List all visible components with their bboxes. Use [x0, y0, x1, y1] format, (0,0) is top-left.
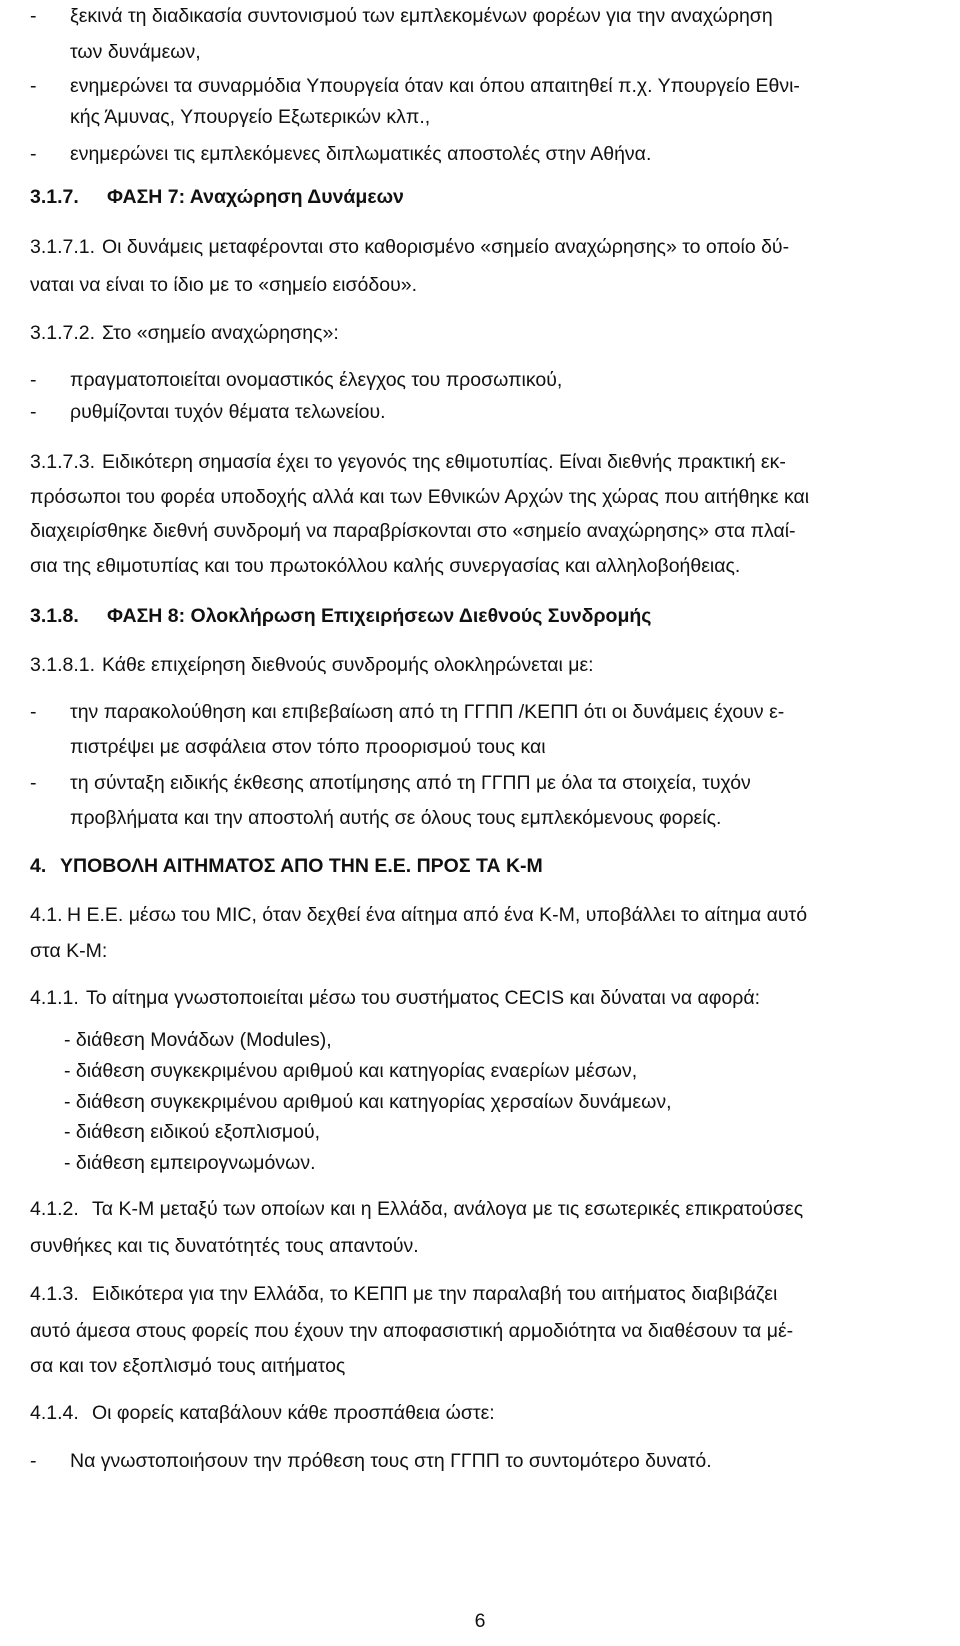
paragraph-continuation: ναται να είναι το ίδιο με το «σημείο εισόδου».	[30, 274, 418, 296]
bullet-continuation: κής Άμυνας, Υπουργείο Εξωτερικών κλπ.,	[70, 106, 431, 128]
bullet-item: - Να γνωστοποιήσουν την πρόθεση τους στη ΓΓΠΠ το συντομότερο δυνατό.	[30, 1450, 712, 1472]
bullet-item: - διάθεση συγκεκριμένου αριθμού και κατηγορίας εναερίων μέσων,	[64, 1060, 638, 1082]
paragraph: 4.1.2. Τα Κ-Μ μεταξύ των οποίων και η Ελλάδα, ανάλογα με τις εσωτερικές επικρατούσες	[30, 1198, 804, 1220]
bullet-continuation: των δυνάμεων,	[70, 41, 201, 63]
paragraph: 4.1.3. Ειδικότερα για την Ελλάδα, το ΚΕΠΠ με την παραλαβή του αιτήματος διαβιβάζει	[30, 1283, 778, 1305]
bullet-item: - ενημερώνει τα συναρμόδια Υπουργεία όταν και όπου απαιτηθεί π.χ. Υπουργείο Εθνι-	[30, 75, 800, 97]
paragraph-continuation: σια της εθιμοτυπίας και του πρωτοκόλλου καλής συνεργασίας και αλληλοβοήθειας.	[30, 555, 741, 577]
paragraph-continuation: διαχειρίσθηκε διεθνή συνδρομή να παραβρίσκονται στο «σημείο αναχώρησης» στα πλαί-	[30, 520, 796, 542]
bullet-item: - διάθεση ειδικού εξοπλισμού,	[64, 1121, 321, 1143]
bullet-item: - διάθεση Μονάδων (Modules),	[64, 1029, 332, 1051]
bullet-continuation: προβλήματα και την αποστολή αυτής σε όλους τους εμπλεκόμενους φορείς.	[70, 807, 722, 829]
paragraph: 3.1.7.1. Οι δυνάμεις μεταφέρονται στο καθορισμένο «σημείο αναχώρησης» το οποίο δύ-	[30, 236, 790, 258]
section-heading: 3.1.8. ΦΑΣΗ 8: Ολοκλήρωση Επιχειρήσεων Διεθνούς Συνδρομής	[30, 605, 652, 627]
bullet-item: - την παρακολούθηση και επιβεβαίωση από τη ΓΓΠΠ /ΚΕΠΠ ότι οι δυνάμεις έχουν ε-	[30, 701, 785, 723]
chapter-heading: 4. ΥΠΟΒΟΛΗ ΑΙΤΗΜΑΤΟΣ ΑΠΟ ΤΗΝ Ε.Ε. ΠΡΟΣ ΤΑ Κ-Μ	[30, 855, 543, 877]
bullet-item: - τη σύνταξη ειδικής έκθεσης αποτίμησης από τη ΓΓΠΠ με όλα τα στοιχεία, τυχόν	[30, 772, 751, 794]
paragraph: 3.1.8.1. Κάθε επιχείρηση διεθνούς συνδρομής ολοκληρώνεται με:	[30, 654, 594, 676]
paragraph-continuation: αυτό άμεσα στους φορείς που έχουν την αποφασιστική αρμοδιότητα να διαθέσουν τα μέ-	[30, 1320, 794, 1342]
section-heading: 3.1.7. ΦΑΣΗ 7: Αναχώρηση Δυνάμεων	[30, 186, 404, 208]
paragraph-continuation: στα Κ-Μ:	[30, 940, 108, 962]
bullet-continuation: πιστρέψει με ασφάλεια στον τόπο προορισμού τους και	[70, 736, 546, 758]
page-number: 6	[474, 1610, 486, 1632]
paragraph-continuation: πρόσωποι του φορέα υποδοχής αλλά και των Εθνικών Αρχών της χώρας που αιτήθηκε και	[30, 486, 810, 508]
paragraph: 4.1.4. Οι φορείς καταβάλουν κάθε προσπάθεια ώστε:	[30, 1402, 495, 1424]
paragraph: 3.1.7.3. Ειδικότερη σημασία έχει το γεγονός της εθιμοτυπίας. Είναι διεθνής πρακτική εκ-	[30, 451, 786, 473]
paragraph: 4.1. Η Ε.Ε. μέσω του MIC, όταν δεχθεί ένα αίτημα από ένα Κ-Μ, υποβάλλει το αίτημα αυτό	[30, 904, 808, 926]
bullet-item: - ξεκινά τη διαδικασία συντονισμού των εμπλεκομένων φορέων για την αναχώρηση	[30, 5, 773, 27]
bullet-item: - ρυθμίζονται τυχόν θέματα τελωνείου.	[30, 401, 386, 423]
paragraph: 3.1.7.2. Στο «σημείο αναχώρησης»:	[30, 322, 339, 344]
bullet-item: - πραγματοποιείται ονομαστικός έλεγχος του προσωπικού,	[30, 369, 563, 391]
bullet-item: - διάθεση εμπειρογνωμόνων.	[64, 1152, 316, 1174]
bullet-item: - διάθεση συγκεκριμένου αριθμού και κατηγορίας χερσαίων δυνάμεων,	[64, 1091, 672, 1113]
bullet-item: - ενημερώνει τις εμπλεκόμενες διπλωματικές αποστολές στην Αθήνα.	[30, 143, 652, 165]
paragraph: 4.1.1. Το αίτημα γνωστοποιείται μέσω του συστήματος CECIS και δύναται να αφορά:	[30, 987, 761, 1009]
paragraph-continuation: συνθήκες και τις δυνατότητές τους απαντούν.	[30, 1235, 419, 1257]
paragraph-continuation: σα και τον εξοπλισμό τους αιτήματος	[30, 1355, 346, 1377]
